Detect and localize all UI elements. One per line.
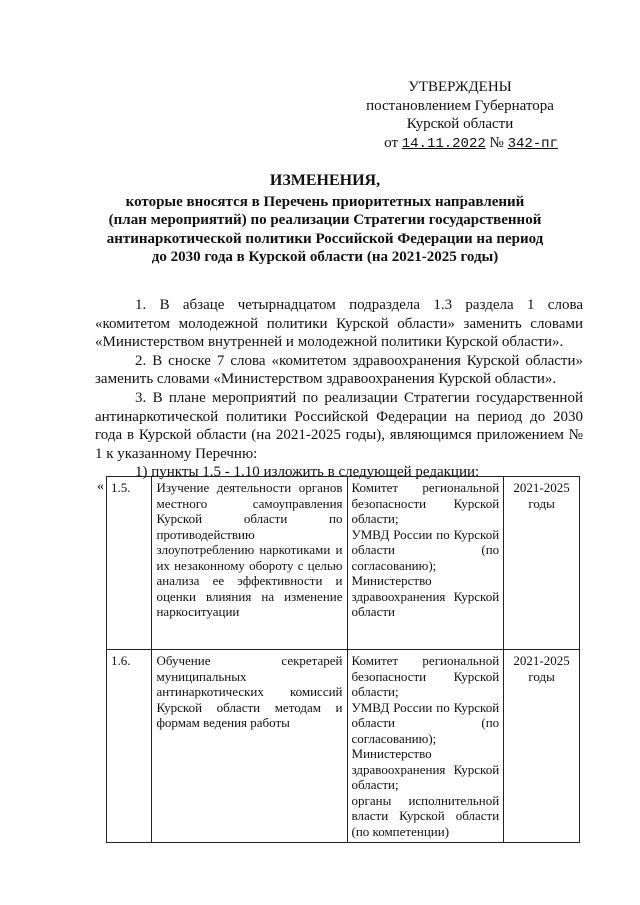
- approval-region: Курской области: [406, 116, 514, 132]
- paragraph-3: 3. В плане мероприятий по реализации Стратегии государственной антинаркотической политики Российской Федерации на период до 2030 года в Курской области (на 2021-2025 годы), являющимся приложением № 1 к указанному Перечню:: [95, 389, 583, 462]
- approval-block: [360, 78, 560, 153]
- responsible-item: Министерство здравоохранения Курской области: [351, 573, 500, 619]
- document-title: [90, 172, 560, 267]
- responsible-item: УМВД России по Курской области (по согласованию);: [351, 526, 500, 573]
- paragraph-4: 1) пункты 1.5 - 1.10 изложить в следующей редакции:: [135, 464, 480, 481]
- responsible-item: Комитет региональной безопасности Курской области;: [351, 653, 500, 699]
- row-description: Обучение секретарей муниципальных антинаркотических комиссий Курской области методам и формам ведения работы: [152, 650, 347, 843]
- responsible-item: Комитет региональной безопасности Курской области;: [351, 480, 500, 526]
- approval-number: 342-пг: [507, 135, 558, 152]
- row-number: 1.5.: [107, 477, 152, 650]
- title-line: (план мероприятий) по реализации Стратегии государственной: [108, 212, 542, 228]
- table-row: [107, 477, 580, 650]
- table-open-quote: «: [97, 479, 104, 494]
- title-heading: ИЗМЕНЕНИЯ,: [269, 172, 381, 189]
- title-line: которые вносятся в Перечень приоритетных направлений: [125, 193, 525, 210]
- title-line: антинаркотической политики Российской Федерации на период: [106, 230, 544, 247]
- body-text: [95, 296, 583, 482]
- row-description: Изучение деятельности органов местного самоуправления Курской области по противодействию злоупотреблению наркотиками и их незаконному обороту с целью анализа ее эффективности и оценки влияния на изменение наркоситуации: [152, 477, 347, 650]
- approval-decree: постановлением Губернатора: [366, 97, 554, 114]
- responsible-item: Министерство здравоохранения Курской области;: [351, 746, 500, 792]
- plan-table: [106, 476, 580, 843]
- paragraph-2: 2. В сноске 7 слова «комитетом здравоохранения Курской области» заменить словами «Министерством здравоохранения Курской области».: [95, 352, 583, 388]
- row-period: 2021-2025 годы: [504, 477, 580, 650]
- approval-approved: УТВЕРЖДЕНЫ: [408, 79, 512, 95]
- row-responsible: [347, 650, 504, 843]
- title-line: до 2030 года в Курской области (на 2021-2025 годы): [151, 249, 499, 265]
- approval-from: от: [384, 134, 398, 151]
- approval-date: 14.11.2022: [401, 135, 486, 152]
- row-number: 1.6.: [107, 650, 152, 843]
- approval-no-sign: №: [489, 134, 504, 151]
- responsible-item: органы исполнительной власти Курской области (по компетенции): [351, 792, 500, 839]
- row-responsible: [347, 477, 504, 650]
- approval-date-line: [360, 134, 560, 154]
- paragraph-1: 1. В абзаце четырнадцатом подраздела 1.3 раздела 1 слова «комитетом молодежной политики Курской области» заменить словами «Министерством внутренней и молодежной политики Курской области».: [95, 297, 583, 351]
- responsible-item: УМВД России по Курской области (по согласованию);: [351, 699, 500, 746]
- table-row: [107, 650, 580, 843]
- row-period: 2021-2025 годы: [504, 650, 580, 843]
